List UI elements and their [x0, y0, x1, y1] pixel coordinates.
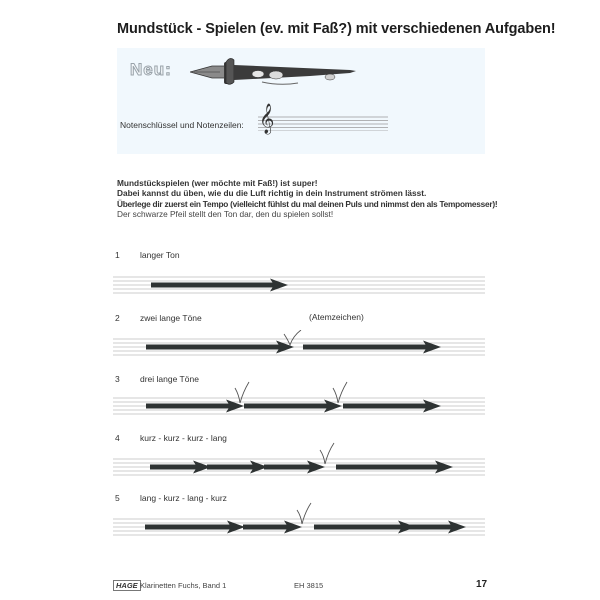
exercise-2-staff — [113, 330, 485, 356]
exercise-5-number: 5 — [115, 493, 120, 503]
page-title: Mundstück - Spielen (ev. mit Faß?) mit verschiedenen Aufgaben! — [117, 21, 556, 37]
exercise-4-number: 4 — [115, 433, 120, 443]
exercise-3-number: 3 — [115, 374, 120, 384]
breath-mark-icon — [235, 382, 249, 403]
breath-mark-annotation: (Atemzeichen) — [309, 312, 364, 322]
page-number: 17 — [476, 579, 488, 590]
staff-caption: Notenschlüssel und Notenzeilen: — [120, 120, 244, 130]
intro-line-1: Mundstückspielen (wer möchte mit Faß!) ist super! — [117, 178, 318, 188]
catalog-code: EH 3815 — [294, 581, 324, 590]
intro-line-3: Überlege dir zuerst ein Tempo (vielleicht fühlst du mal deinen Puls und nimmst den als Tempomesser)! — [117, 198, 498, 209]
exercise-2-number: 2 — [115, 313, 120, 323]
exercise-1-label: langer Ton — [140, 250, 180, 260]
new-label: Neu: — [130, 60, 172, 79]
treble-clef-icon: 𝄞 — [259, 104, 275, 134]
exercise-3-staff — [113, 380, 485, 415]
intro-line-2: Dabei kannst du üben, wie du die Luft richtig in dein Instrument strömen lässt. — [117, 188, 427, 199]
exercise-4-label: kurz - kurz - kurz - lang — [140, 433, 227, 443]
exercise-2-label: zwei lange Töne — [140, 313, 202, 323]
publisher-logo: HAGE — [113, 580, 141, 591]
exercise-1-staff — [113, 276, 485, 294]
treble-staff — [258, 115, 388, 131]
intro-line-4: Der schwarze Pfeil stellt den Ton dar, den du spielen sollst! — [117, 208, 334, 219]
clarinet-pen-illustration — [190, 56, 356, 88]
exercise-3-label: drei lange Töne — [140, 374, 199, 384]
book-title: Klarinetten Fuchs, Band 1 — [140, 581, 227, 590]
breath-mark-icon — [297, 503, 311, 524]
exercise-5-label: lang - kurz - lang - kurz — [140, 493, 227, 503]
exercise-4-staff — [113, 440, 485, 476]
exercise-1-number: 1 — [115, 250, 120, 260]
intro-text — [117, 178, 497, 219]
exercise-5-staff — [113, 500, 485, 536]
breath-mark-icon — [333, 382, 347, 403]
arrow-icon — [151, 279, 288, 292]
breath-mark-icon — [320, 443, 334, 464]
